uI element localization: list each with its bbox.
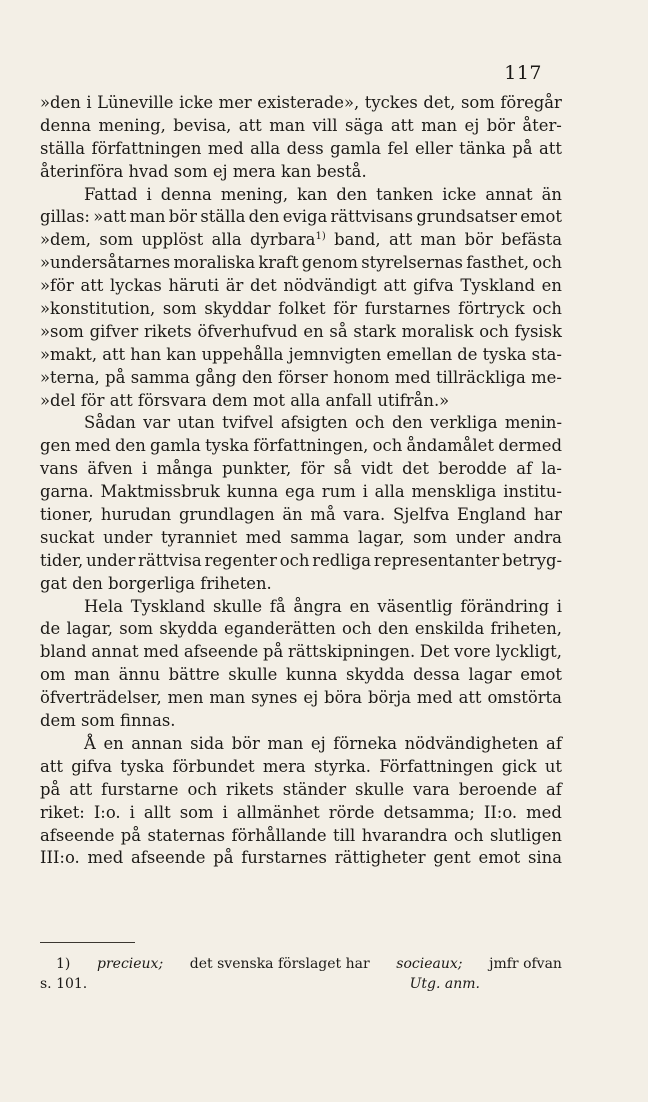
- text-line: Å en annan sida bör man ej förneka nödvändigheten af: [84, 733, 562, 753]
- footnote-middle: det svenska förslaget har: [189, 956, 370, 972]
- text-line: återinföra hvad som ej mera kan bestå.: [40, 161, 367, 181]
- footnotes: [40, 954, 562, 994]
- footnote-line2-start: s. 101.: [40, 976, 88, 992]
- text-line: suckat under tyranniet med samma lagar, som under andra: [40, 527, 562, 547]
- text-line: »den i Lüneville icke mer existerade», tyckes det, som föregår: [40, 93, 562, 112]
- footnote-rule: [40, 942, 135, 943]
- text-line: riket: I:o. i allt som i allmänhet rörde detsamma; II:o. med: [40, 802, 562, 822]
- text-line: »konstitution, som skyddar folket för furstarnes förtryck och: [40, 299, 562, 319]
- text-line: Fattad i denna mening, kan den tanken icke annat än: [84, 184, 562, 204]
- text-line: denna mening, bevisa, att man vill säga att man ej bör åter-: [40, 115, 562, 135]
- footnote-term: precieux;: [97, 956, 164, 972]
- page-number: 117: [504, 62, 542, 84]
- text-line: afseende på staternas förhållande till hvarandra och slutligen: [40, 825, 562, 845]
- text-line: garna. Maktmissbruk kunna ega rum i alla menskliga institu-: [40, 482, 562, 502]
- text-line: Sådan var utan tvifvel afsigten och den verkliga menin-: [84, 413, 562, 433]
- footnote-marker: 1): [56, 956, 71, 972]
- text-line: Hela Tyskland skulle få ångra en väsentlig förändring i: [84, 596, 562, 616]
- text-line: »del för att försvara dem mot alla anfall utifrån.»: [40, 390, 450, 410]
- text-line: de lagar, som skydda eganderätten och den enskilda friheten,: [40, 619, 562, 639]
- text-line: om man ännu bättre skulle kunna skydda dessa lagar emot: [40, 665, 562, 685]
- body-text: [40, 92, 562, 870]
- text-line: III:o. med afseende på furstarnes rättigheter gent emot sina: [40, 848, 562, 868]
- text-line: dem som finnas.: [40, 711, 176, 731]
- text-line: bland annat med afseende på rättskipningen. Det vore lyckligt,: [40, 642, 562, 662]
- text-line: gillas: »att man bör ställa den eviga rättvisans grundsatser emot: [40, 207, 562, 227]
- text-line: tider, under rättvisa regenter och redliga representanter betryg-: [40, 550, 562, 570]
- text-line: öfverträdelser, men man synes ej böra börja med att omstörta: [40, 688, 562, 708]
- text-line: gat den borgerliga friheten.: [40, 573, 272, 593]
- text-line: »terna, på samma gång den förser honom med tillräckliga me-: [40, 367, 562, 387]
- footnote-line: [40, 954, 562, 974]
- footnote-signature: Utg. anm.: [409, 976, 480, 992]
- text-line: gen med den gamla tyska författningen, och åndamålet dermed: [40, 436, 562, 456]
- text-line: »dem, som upplöst alla dyrbara$^{1)}$ band, att man bör befästa: [40, 230, 562, 250]
- text-line: vans äfven i många punkter, för så vidt det berodde af la-: [40, 459, 562, 479]
- footnote-end: jmfr ofvan: [489, 956, 562, 972]
- text-line: »för att lyckas häruti är det nödvändigt att gifva Tyskland en: [40, 276, 562, 296]
- text-line: tioner, hurudan grundlagen än må vara. Sjelfva England har: [40, 505, 562, 525]
- text-line: »undersåtarnes moraliska kraft genom styrelsernas fasthet, och: [40, 253, 562, 273]
- text-line: ställa författningen med alla dess gamla fel eller tänka på att: [40, 138, 562, 158]
- footnote-term2: socieaux;: [396, 956, 463, 972]
- text-line: »makt, att han kan uppehålla jemnvigten emellan de tyska sta-: [40, 344, 562, 364]
- text-line: »som gifver rikets öfverhufvud en så stark moralisk och fysisk: [40, 321, 562, 341]
- text-line: på att furstarne och rikets ständer skulle vara beroende af: [40, 779, 562, 799]
- text-line: att gifva tyska förbundet mera styrka. Författningen gick ut: [40, 756, 562, 776]
- footnote-line: [40, 974, 562, 994]
